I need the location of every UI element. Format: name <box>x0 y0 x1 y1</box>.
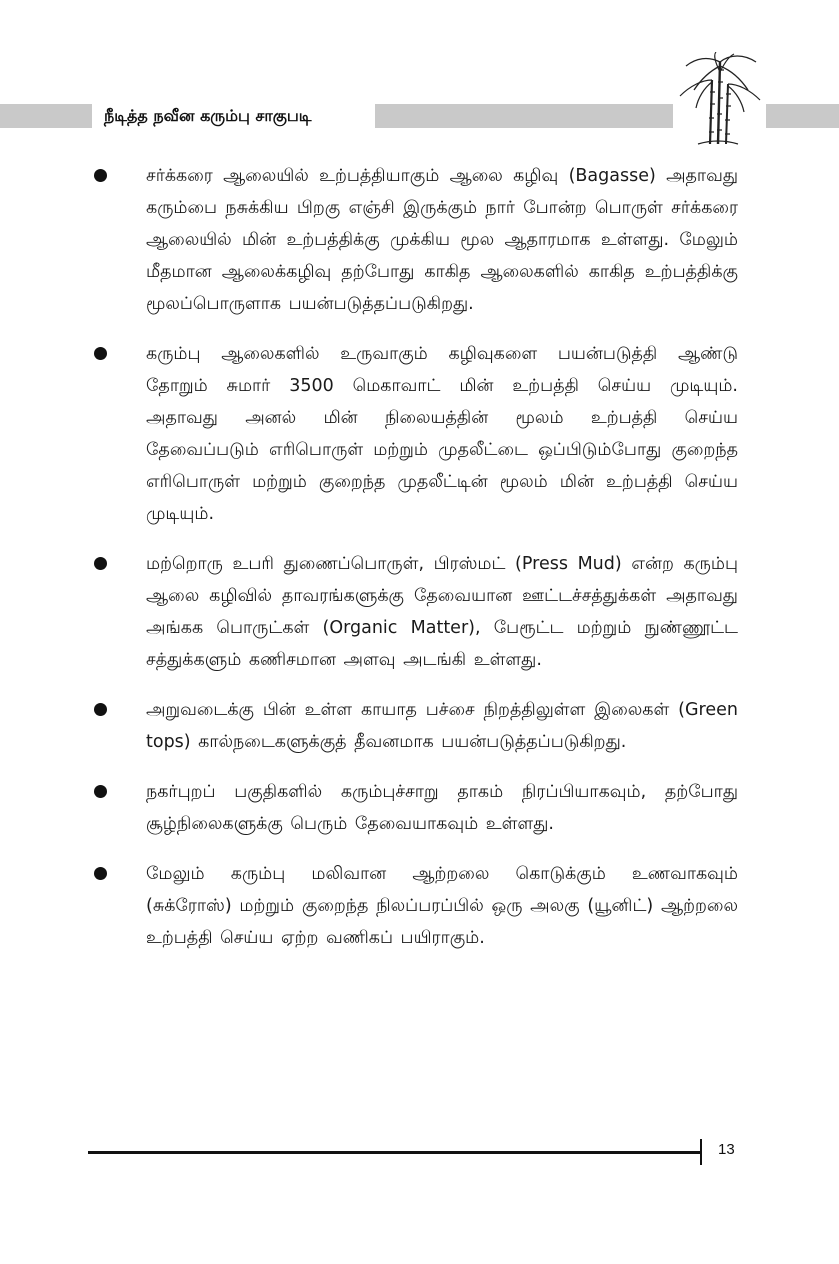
footer-divider-tick <box>700 1139 702 1165</box>
bullet-dot <box>94 169 107 182</box>
bullet-dot <box>94 347 107 360</box>
bullet-item <box>90 694 750 758</box>
bullet-text: மேலும் கரும்பு மலிவான ஆற்றலை கொடுக்கும் உணவாகவும் (சுக்ரோஸ்) மற்றும் குறைந்த நிலப்பரப்பில் ஒரு அலகு (யூனிட்) ஆற்றலை உற்பத்தி செய்ய ஏற்ற வணிகப் பயிராகும். <box>146 864 738 948</box>
bullet-text: அறுவடைக்கு பின் உள்ள காயாத பச்சை நிறத்திலுள்ள இலைகள் (Green tops) கால்நடைகளுக்குத் தீவனமாக பயன்படுத்தப்படுகிறது. <box>146 700 738 752</box>
bullet-item <box>90 548 750 676</box>
sugarcane-icon <box>668 52 768 148</box>
footer-rule <box>88 1151 700 1154</box>
bullet-text: கரும்பு ஆலைகளில் உருவாகும் கழிவுகளை பயன்படுத்தி ஆண்டு தோறும் சுமார் 3500 மெகாவாட் மின் உற்பத்தி செய்ய முடியும். அதாவது அனல் மின் நிலையத்தின் மூலம் உற்பத்தி செய்ய தேவைப்படும் எரிபொருள் மற்றும் முதலீட்டை ஒப்பிடும்போது குறைந்த எரிபொருள் மற்றும் குறைந்த முதலீட்டின் மூலம் மின் உற்பத்தி செய்ய முடியும். <box>146 344 738 524</box>
bullet-dot <box>94 703 107 716</box>
bullet-text: நகர்புறப் பகுதிகளில் கரும்புச்சாறு தாகம் நிரப்பியாகவும், தற்போது சூழ்நிலைகளுக்கு பெரும் தேவையாகவும் உள்ளது. <box>146 782 738 834</box>
bullet-text: சர்க்கரை ஆலையில் உற்பத்தியாகும் ஆலை கழிவு (Bagasse) அதாவது கரும்பை நசுக்கிய பிறகு எஞ்சி இருக்கும் நார் போன்ற பொருள் சர்க்கரை ஆலையில் மின் உற்பத்திக்கு முக்கிய மூல ஆதாரமாக உள்ளது. மேலும் மீதமான ஆலைக்கழிவு தற்போது காகித ஆலைகளில் காகித உற்பத்திக்கு மூலப்பொருளாக பயன்படுத்தப்படுகிறது. <box>146 166 738 314</box>
bullet-list <box>90 160 750 972</box>
bullet-dot <box>94 557 107 570</box>
bullet-item <box>90 858 750 954</box>
bullet-item <box>90 776 750 840</box>
header-band-right <box>766 104 839 128</box>
running-header-title: நீடித்த நவீன கரும்பு சாகுபடி <box>104 106 312 125</box>
header-band-left <box>0 104 92 128</box>
bullet-item <box>90 160 750 320</box>
bullet-dot <box>94 785 107 798</box>
page-number: 13 <box>718 1141 735 1158</box>
bullet-item <box>90 338 750 530</box>
header-band-middle <box>375 104 673 128</box>
bullet-text: மற்றொரு உபரி துணைப்பொருள், பிரஸ்மட் (Press Mud) என்ற கரும்பு ஆலை கழிவில் தாவரங்களுக்கு தேவையான ஊட்டச்சத்துக்கள் அதாவது அங்கக பொருட்கள் (Organic Matter), பேரூட்ட மற்றும் நுண்ணூட்ட சத்துக்களும் கணிசமான அளவு அடங்கி உள்ளது. <box>146 554 738 670</box>
bullet-dot <box>94 867 107 880</box>
